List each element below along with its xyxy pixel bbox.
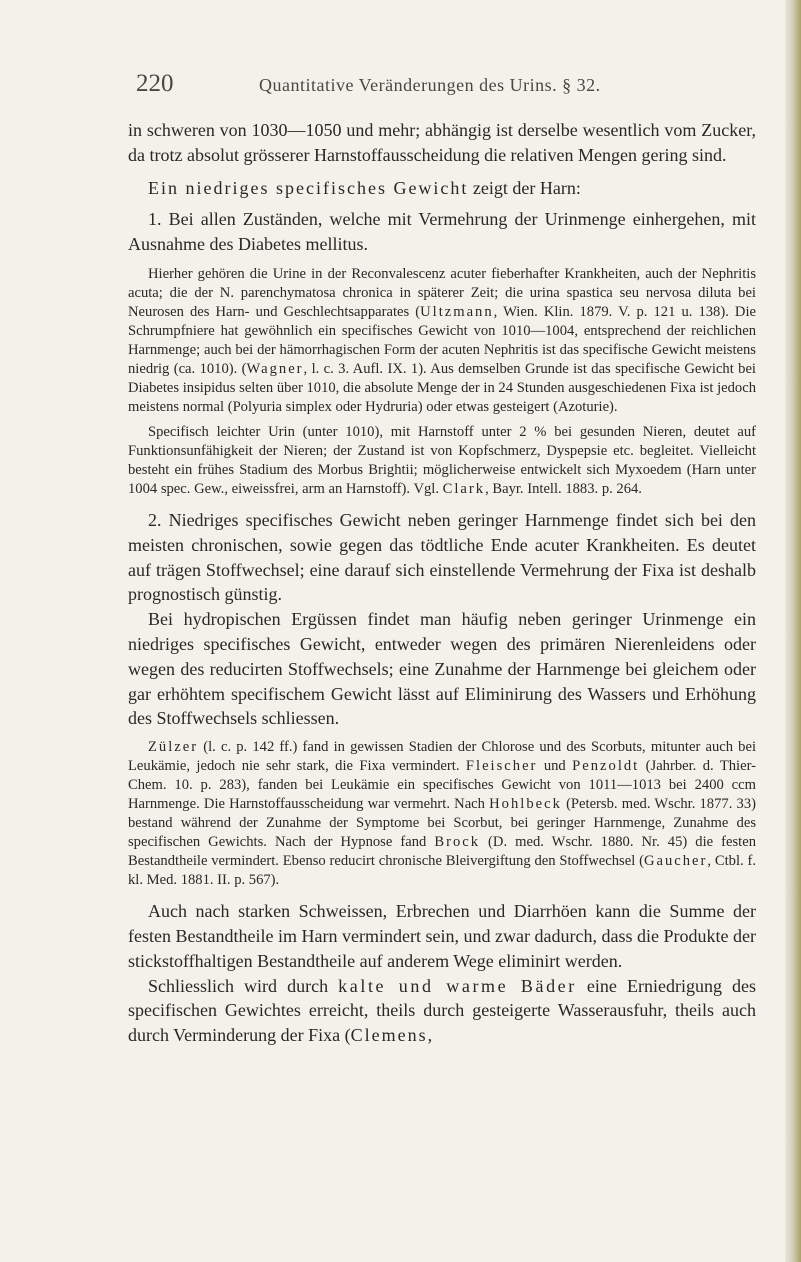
paragraph-4: Hierher gehören die Urine in der Reconvalescenz acuter fieberhafter Krankheiten, auch der Nephritis acuta; die der N. parenchymatosa chronica in späterer Zeit; die urina spastica seu nervosa diluta bei Neurosen des Harn- und Geschlechtsapparates (Ultzmann, Wien. Klin. 1879. V. p. 121 u. 138). Die Schrumpfniere hat gewöhnlich ein specifisches Gewicht von 1010—1004, entsprechend der reichlichen Harnmenge; auch bei der hämorrhagischen Form der acuten Nephritis ist das specifische Gewicht meistens niedrig (ca. 1010). (Wagner, l. c. 3. Aufl. IX. 1). Aus demselben Grunde ist das specifische Gewicht bei Diabetes insipidus selten über 1010, die absolute Menge der in 24 Stunden ausgeschiedenen Fixa ist jedoch meistens normal (Polyuria simplex oder Hydruria) oder etwas gesteigert (Azoturie). <box>128 265 756 415</box>
author-name: Wagner <box>246 360 304 377</box>
author-name: Zülzer <box>148 739 199 756</box>
paragraph-1: in schweren von 1030—1050 und mehr; abhängig ist derselbe wesentlich vom Zucker, da trotz absolut grösserer Harnstoffausscheidung die relativen Mengen gering sind. <box>128 120 756 165</box>
author-name: Fleischer <box>465 758 538 775</box>
paragraph-8: Zülzer (l. c. p. 142 ff.) fand in gewissen Stadien der Chlorose und des Scorbuts, mitunter auch bei Leukämie, jedoch nie sehr stark, die Fixa vermindert. Fleischer und Penzoldt (Jahrber. d. Thier-Chem. 10. p. 283), fanden bei Leukämie ein specifisches Gewicht von 1011—1013 bei 2400 ccm Harnmenge. Die Harnstoffausscheidung war vermehrt. Nach Hohlbeck (Petersb. med. Wschr. 1877. 33) bestand während der Zunahme der Symptome bei Scorbut, bei geringer Harnmenge, Zunahme des specifischen Gewichts. Nach der Hypnose fand Brock (D. med. Wschr. 1880. Nr. 45) die festen Bestandtheile vermindert. Ebenso reducirt chronische Bleivergiftung den Stoffwechsel (Gaucher, Ctbl. f. kl. Med. 1881. II. p. 567). <box>128 739 757 889</box>
author-name: Gaucher <box>643 853 708 870</box>
author-name: Penzoldt <box>572 758 640 775</box>
author-name: Clemens <box>350 1025 428 1046</box>
paragraph-6: 2. Niedriges specifisches Gewicht neben geringer Harnmenge findet sich bei den meisten chronischen, sowie gegen das tödtliche Ende acuter Krankheiten. Es deutet auf trägen Stoffwechsel; eine darauf sich einstellende Vermehrung der Fixa ist deshalb prognostisch günstig. <box>128 509 756 605</box>
page-edge <box>785 0 801 1262</box>
author-name: Hohlbeck <box>489 796 562 813</box>
author-name: Clark <box>442 480 486 497</box>
paragraph-5: Specifisch leichter Urin (unter 1010), mit Harnstoff unter 2 % bei gesunden Nieren, deutet auf Funktionsunfähigkeit der Nieren; der Zustand ist von Kopfschmerz, Dyspepsie etc. begleitet. Vielleicht besteht ein frühes Stadium des Morbus Brightii; möglicherweise entwickelt sich Myxoedem (Harn unter 1004 spec. Gew., eiweissfrei, arm an Harnstoff). Vgl. Clark, Bayr. Intell. 1883. p. 264. <box>128 423 756 497</box>
author-name: Brock <box>434 834 481 851</box>
spaced-heading: Ein niedriges specifisches Gewicht <box>148 177 469 198</box>
page-header <box>136 70 756 100</box>
paragraph-7: Bei hydropischen Ergüssen findet man häufig neben geringer Urinmenge ein niedriges specifisches Gewicht, entweder wegen des primären Nierenleidens oder wegen des reducirten Stoffwechsels; eine Zunahme der Harnmenge bei gleichem oder gar erhöhtem specifischem Gewicht lässt auf Eliminirung des Wassers und Erhöhung des Stoffwechsels schliessen. <box>128 609 756 729</box>
paragraph-3: 1. Bei allen Zuständen, welche mit Vermehrung der Urinmenge einhergehen, mit Ausnahme des Diabetes mellitus. <box>128 209 756 255</box>
author-name: Ultzmann <box>420 303 494 320</box>
spaced-phrase: kalte und warme Bäder <box>338 975 577 996</box>
paragraph-10: Schliesslich wird durch kalte und warme Bäder eine Erniedrigung des specifischen Gewichtes erreicht, theils durch gesteigerte Wasserausfuhr, theils auch durch Verminderung der Fixa (Clemens, <box>128 975 756 1046</box>
paragraph-2: Ein niedriges specifisches Gewicht zeigt der Harn: <box>148 177 581 198</box>
page-number: 220 <box>136 70 174 97</box>
running-title: Quantitative Veränderungen des Urins. § 32. <box>259 75 601 95</box>
page-body <box>128 118 756 1048</box>
paragraph-9: Auch nach starken Schweissen, Erbrechen und Diarrhöen kann die Summe der festen Bestandtheile im Harn vermindert sein, und zwar dadurch, dass die Produkte der stickstoffhaltigen Bestandtheile auf anderem Wege eliminirt werden. <box>128 901 756 971</box>
